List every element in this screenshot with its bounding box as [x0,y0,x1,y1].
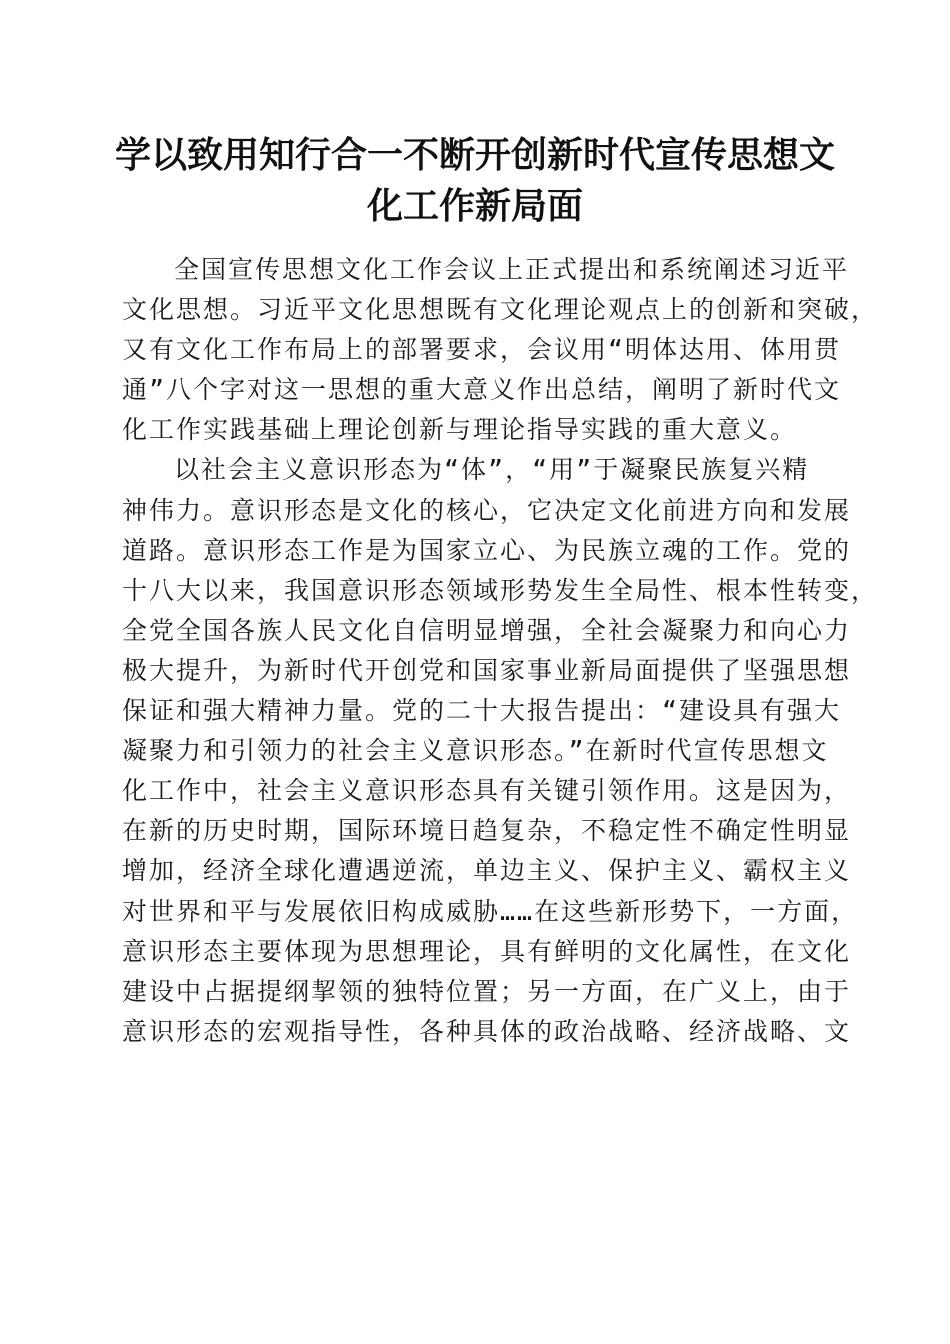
paragraph-line: 文化思想。习近平文化思想既有文化理论观点上的创新和突破， [122,295,879,325]
paragraph-line: 在新的历史时期，国际环境日趋复杂，不稳定性不确定性明显 [122,816,852,846]
paragraph-line: 凝聚力和引领力的社会主义意识形态。”在新时代宣传思想文 [122,736,829,766]
paragraph-line: 通”八个字对这一思想的重大意义作出总结，阐明了新时代文 [122,375,842,405]
paragraph-line: 全国宣传思想文化工作会议上正式提出和系统阐述习近平 [174,255,850,284]
paragraph-line: 神伟力。意识形态是文化的核心，它决定文化前进方向和发展 [122,495,852,525]
title-line-2: 化工作新局面 [366,185,583,227]
paragraph-line: 意识形态的宏观指导性，各种具体的政治战略、经济战略、文 [122,1016,852,1046]
paragraph-line: 道路。意识形态工作是为国家立心、为民族立魂的工作。党的 [122,535,852,565]
paragraph-line: 保证和强大精神力量。党的二十大报告提出：“建设具有强大 [122,696,842,726]
document-title [100,130,850,232]
paragraph-line: 以社会主义意识形态为“体”，“用”于凝聚民族复兴精 [174,455,810,485]
document-body [122,250,879,1052]
title-line-1: 学以致用知行合一不断开创新时代宣传思想文 [114,134,835,176]
paragraph-line: 对世界和平与发展依旧构成威胁……在这些新形势下，一方面， [122,896,859,926]
paragraph-1 [122,250,879,450]
paragraph-line: 化工作中，社会主义意识形态具有关键引领作用。这是因为， [122,776,852,806]
paragraph-line: 建设中占据提纲挈领的独特位置；另一方面，在广义上，由于 [122,976,852,1006]
paragraph-line: 十八大以来，我国意识形态领域形势发生全局性、根本性转变， [122,575,879,605]
paragraph-line: 又有文化工作布局上的部署要求，会议用“明体达用、体用贯 [122,335,842,365]
paragraph-line: 全党全国各族人民文化自信明显增强，全社会凝聚力和向心力 [122,615,852,645]
paragraph-line: 化工作实践基础上理论创新与理论指导实践的重大意义。 [122,415,798,445]
paragraph-line: 增加，经济全球化遭遇逆流，单边主义、保护主义、霸权主义 [122,856,852,886]
paragraph-line: 极大提升，为新时代开创党和国家事业新局面提供了坚强思想 [122,655,852,685]
paragraph-line: 意识形态主要体现为思想理论，具有鲜明的文化属性，在文化 [122,936,852,966]
paragraph-2 [122,450,879,1051]
